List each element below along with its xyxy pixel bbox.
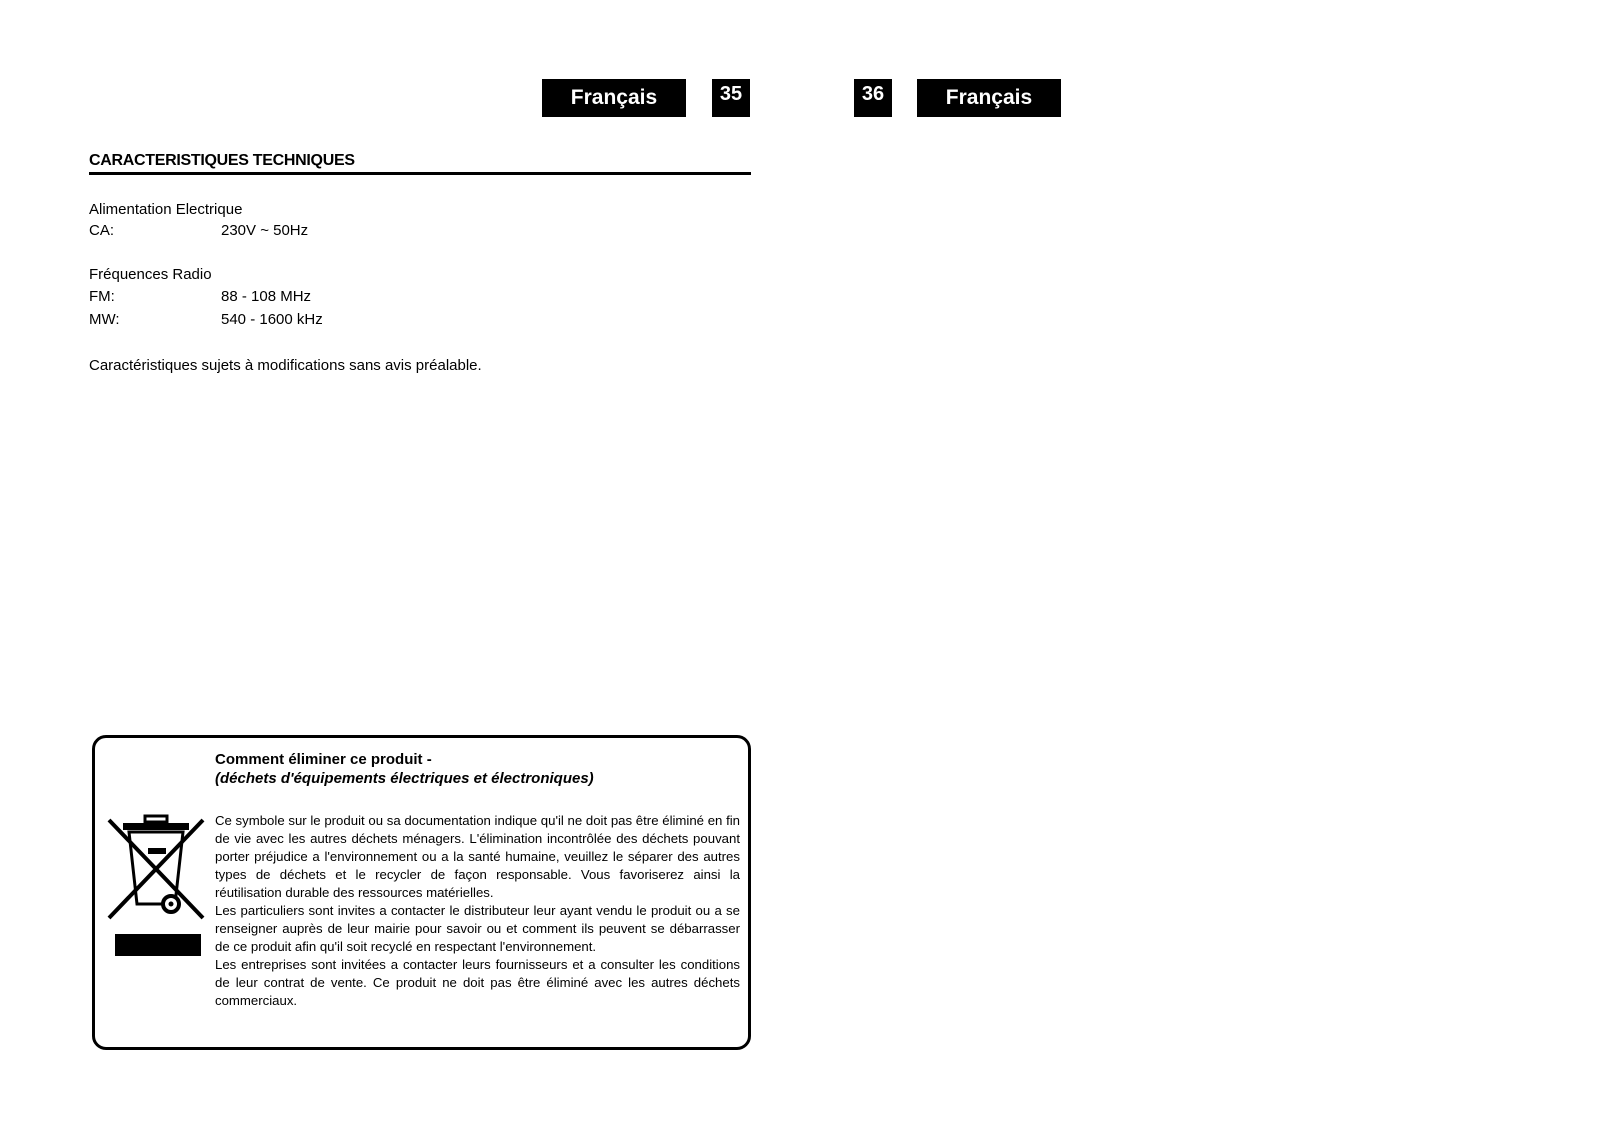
crossed-out-wheelie-bin-icon [105, 814, 207, 962]
language-tab-right: Français [917, 79, 1061, 117]
mw-value: 540 - 1600 kHz [221, 311, 323, 328]
specs-notice: Caractéristiques sujets à modifications sans avis préalable. [89, 357, 482, 374]
specs-title: CARACTERISTIQUES TECHNIQUES [89, 152, 751, 175]
radio-heading: Fréquences Radio [89, 266, 212, 283]
disposal-paragraph-1: Ce symbole sur le produit ou sa documentation indique qu'il ne doit pas être éliminé en fin de vie avec les autres déchets ménagers. L'élimination incontrôlée des déchets pouvant porter préjudice a l'environnement ou a la santé humaine, veuillez le séparer des autres types de déchets et le recycler de façon responsable. Vous favoriserez ainsi la réutilisation durable des ressources matérielles. [215, 813, 740, 900]
disposal-paragraph-2: Les particuliers sont invites a contacter le distributeur leur ayant vendu le produit ou a se renseigner auprès de leur mairie pour savoir ou et comment ils peuvent se débarrasser de ce produit afin qu'il soit recyclé en respectant l'environnement. [215, 903, 740, 954]
ca-value: 230V ~ 50Hz [221, 222, 309, 239]
disposal-title: Comment éliminer ce produit - [215, 751, 432, 768]
mw-label: MW: [89, 311, 120, 328]
fm-value: 88 - 108 MHz [221, 288, 312, 305]
page-number-right: 36 [854, 79, 892, 117]
fm-label: FM: [89, 288, 115, 305]
ca-label: CA: [89, 222, 115, 239]
language-tab-left: Français [542, 79, 686, 117]
disposal-subtitle: (déchets d'équipements électriques et électroniques) [215, 770, 594, 787]
page-number-left: 35 [712, 79, 750, 117]
disposal-text [215, 812, 740, 1010]
disposal-paragraph-3: Les entreprises sont invitées a contacter leurs fournisseurs et a consulter les conditions de leur contrat de vente. Ce produit ne doit pas être éliminé avec les autres déchets commerciaux. [215, 957, 740, 1008]
disposal-box [92, 735, 751, 1050]
power-heading: Alimentation Electrique [89, 201, 243, 218]
